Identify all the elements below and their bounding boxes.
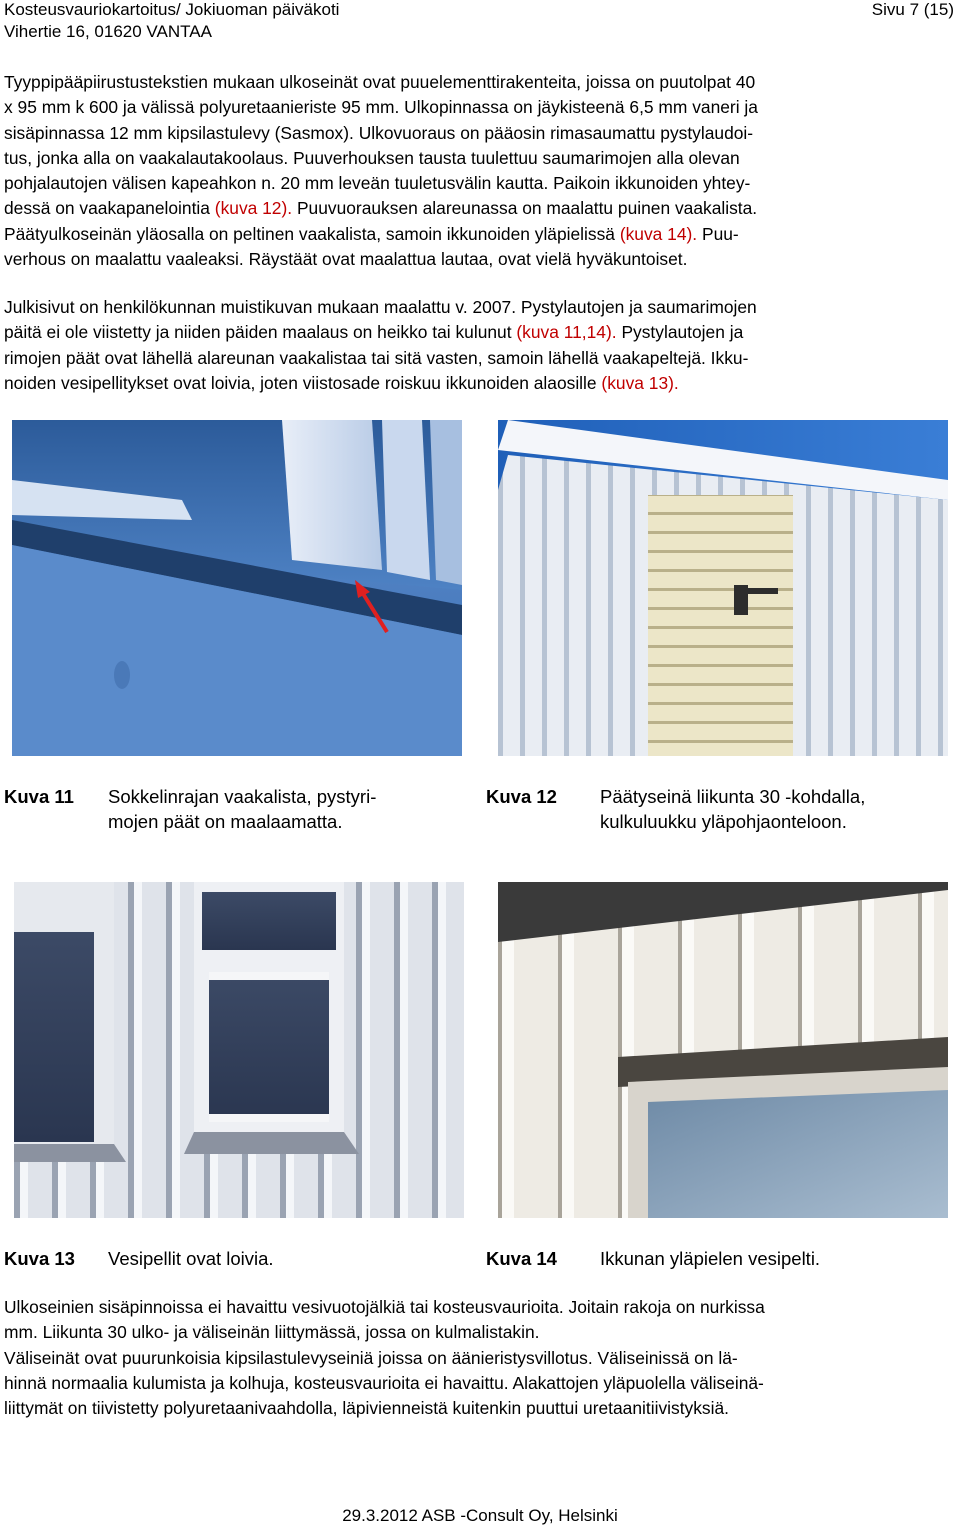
figure-caption [108,784,376,834]
text-segment: noiden vesipellitykset ovat loivia, joten viistosade roiskuu ikkunoiden alaosille [4,372,602,393]
figure-reference: (kuva 13). [601,372,679,393]
text-line: Julkisivut on henkilökunnan muistikuvan mukaan maalattu v. 2007. Pystylautojen ja saumarimojen [4,297,757,317]
figure-caption: Ikkunan yläpielen vesipelti. [600,1248,821,1269]
caption-line: Sokkelinrajan vaakalista, pystyri- [108,786,377,807]
text-segment: Puuvuorauksen alareunassa on maalattu puinen vaakalista. [292,198,758,219]
figure-reference: (kuva 11,14). [516,322,617,343]
caption-line: kulkuluukku yläpohjaonteloon. [600,811,847,832]
figure-reference: (kuva 14). [619,223,698,244]
figure-reference: (kuva 12). [214,198,293,219]
text-line: tus, jonka alla on vaakalautakoolaus. Puuverhouksen tausta tuulettuu saumarimojen alla olevan [4,147,740,168]
page-number: Sivu 7 (15) [871,0,954,19]
text-line [4,320,956,345]
text-segment: Puu- [697,223,739,244]
site-address: Vihertie 16, 01620 VANTAA [4,22,212,41]
text-line: verhous on maalattu vaaleaksi. Räystäät ovat maalattua lautaa, ovat vielä hyväkuntoiset. [4,249,688,270]
figure-label: Kuva 14 [486,1248,557,1269]
text-line [4,196,956,221]
text-line: Väliseinät ovat puurunkoisia kipsilastulevyseiniä joissa on äänieristysvillotus. Väliseinissä on lä- [4,1347,738,1368]
paragraph-painting [4,295,956,396]
text-line: rimojen päät ovat lähellä alareunan vaakalistaa tai sitä vasten, samoin lähellä vaakapeltejä. Ikku- [4,347,749,368]
text-line [4,371,956,396]
text-line: hinnä normaalia kulumista ja kolhuja, kosteusvaurioita ei havaittu. Alakattojen yläpuolella väliseinä- [4,1372,764,1393]
text-segment: Pystylautojen ja [616,322,744,343]
text-line [4,222,956,247]
figure-label: Kuva 11 [4,786,74,807]
text-line: Ulkoseinien sisäpinnoissa ei havaittu vesivuotojälkiä tai kosteusvaurioita. Joitain rakoja on nurkissa [4,1297,765,1317]
photo-kuva-12 [498,420,948,756]
photo-kuva-14 [498,882,948,1218]
photo-kuva-11 [12,420,462,756]
text-line: sisäpinnassa 12 mm kipsilastulevy (Sasmox). Ulkovuoraus on pääosin rimasaumattu pystylaudoi- [4,122,754,143]
text-line: liittymät on tiivistetty polyuretaanivaahdolla, läpivienneistä kuitenkin puuttui uretaanitiivistyksiä. [4,1398,729,1419]
photo-kuva-13 [14,882,464,1218]
paragraph-structure [4,70,956,272]
text-segment: dessä on vaakapanelointia [4,198,215,219]
text-line: x 95 mm k 600 ja välissä polyuretaanieriste 95 mm. Ulkopinnassa on jäykisteenä 6,5 mm vaneri ja [4,97,758,118]
arrow-icon [12,420,462,756]
text-line: mm. Liikunta 30 ulko- ja väliseinän liittymässä, jossa on kulmalistakin. [4,1322,540,1343]
paragraph-interior [4,1295,956,1421]
page-footer: 29.3.2012 ASB -Consult Oy, Helsinki [342,1506,618,1525]
figure-caption [600,784,865,834]
figure-label: Kuva 13 [4,1248,75,1269]
page-header [0,0,960,50]
text-segment: päitä ei ole viistetty ja niiden päiden maalaus on heikko tai kulunut [4,322,517,343]
text-line: pohjalautojen välisen kapeahkon n. 20 mm leveän tuuletusvälin kautta. Paikoin ikkunoiden yhtey- [4,173,751,194]
text-line: Tyyppipääpiirustustekstien mukaan ulkoseinät ovat puuelementtirakenteita, joissa on puutolpat 40 [4,72,756,92]
figure-label: Kuva 12 [486,786,557,807]
text-segment: Päätyulkoseinän yläosalla on peltinen vaakalista, samoin ikkunoiden yläpielissä [4,223,620,244]
caption-line: mojen päät on maalaamatta. [108,811,343,832]
figure-caption: Vesipellit ovat loivia. [108,1248,274,1269]
caption-line: Päätyseinä liikunta 30 -kohdalla, [600,786,866,807]
report-title: Kosteusvauriokartoitus/ Jokiuoman päiväkoti [4,0,340,19]
